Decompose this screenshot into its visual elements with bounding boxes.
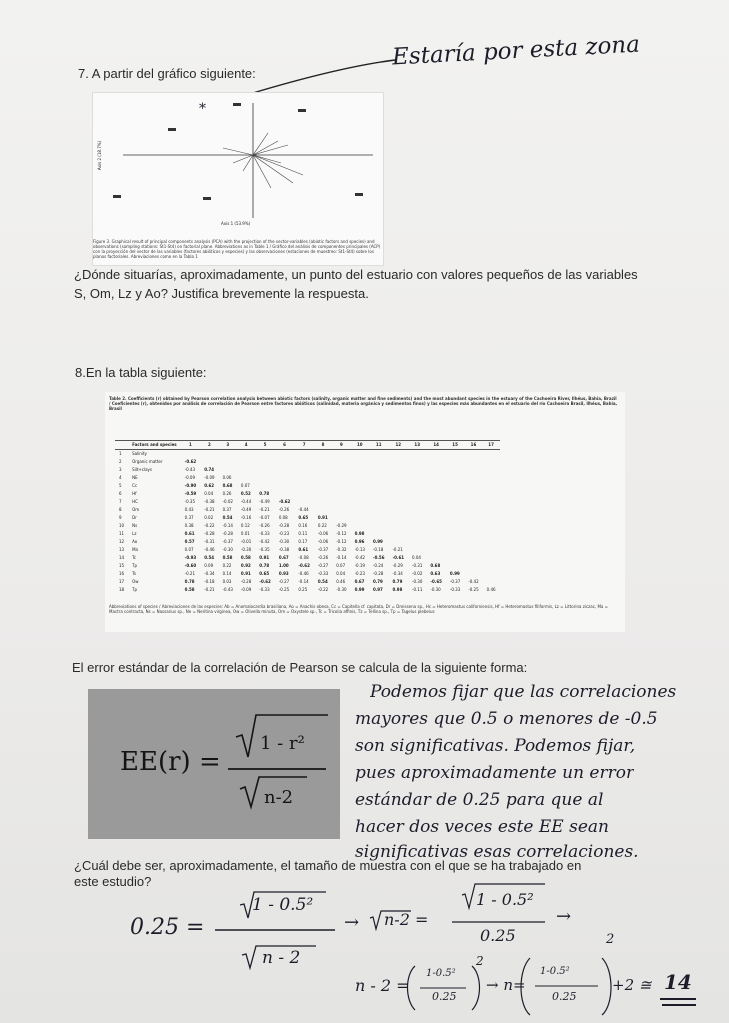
table-cell: 0.61: [184, 531, 195, 536]
table-cell: -0.42: [259, 539, 270, 544]
row-number: 5: [119, 483, 122, 488]
table-cell: 0.91: [317, 515, 328, 520]
table-cell: -0.44: [298, 507, 309, 512]
table-cell: -0.12: [336, 539, 347, 544]
row-number: 13: [119, 547, 125, 552]
row-label: Tp: [132, 563, 138, 568]
table-row: [115, 466, 500, 474]
handwritten-answer-line: Podemos fijar que las correlaciones: [370, 682, 677, 702]
table-cell: -0.62: [278, 499, 291, 504]
table-cell: 0.99: [354, 587, 365, 592]
table-cell: -0.21: [204, 507, 215, 512]
table-cell: 0.98: [392, 587, 403, 592]
table-cell: 0.17: [298, 539, 308, 544]
table-cell: -0.18: [204, 579, 215, 584]
row-number: 7: [119, 499, 122, 504]
table-header-cell: 8: [314, 441, 332, 450]
table-cell: -0.49: [259, 499, 270, 504]
table-cell: -0.25: [468, 587, 479, 592]
row-number: 15: [119, 563, 125, 568]
table-cell: 0.97: [372, 587, 383, 592]
row-label: Ns: [132, 523, 138, 528]
table-cell: -0.35: [184, 499, 196, 504]
table-cell: -0.30: [336, 587, 347, 592]
handwritten-answer-line: son significativas. Podemos fijar,: [355, 736, 636, 756]
row-label: Ma: [132, 547, 138, 552]
table-cell: -0.62: [298, 563, 310, 568]
table-cell: -0.26: [317, 555, 329, 560]
table-cell: 0.02: [204, 515, 214, 520]
formula-numerator: 1 - r²: [260, 733, 305, 754]
table-cell: -0.09: [204, 475, 215, 480]
work-line1-den: n - 2: [262, 948, 301, 968]
table-cell: -0.14: [336, 555, 347, 560]
table-cell: 0.57: [184, 539, 195, 544]
table-row: [115, 578, 500, 586]
pca-x-axis-label: Axis 1 (53.9%): [221, 221, 251, 226]
table-row: [115, 450, 500, 459]
table-cell: -0.14: [298, 579, 309, 584]
table-cell: -0.62: [184, 459, 197, 464]
table-cell: -0.42: [354, 555, 365, 560]
table-cell: -0.21: [204, 587, 215, 592]
table-cell: 0.54: [222, 515, 233, 520]
work-line2-lhs: n - 2 =: [355, 976, 410, 995]
table-row: [115, 490, 500, 498]
table-cell: -0.23: [354, 571, 365, 576]
table-cell: 0.14: [222, 571, 232, 576]
table-cell: -0.30: [222, 547, 233, 552]
work-line1-lhs: 0.25 =: [130, 915, 205, 940]
table-header-corner: [115, 441, 128, 450]
table-cell: -0.30: [240, 547, 252, 552]
table-cell: -0.37: [449, 579, 461, 584]
work-result: 14: [664, 970, 692, 994]
table-cell: -0.31: [412, 563, 423, 568]
table-cell: -0.06: [317, 539, 329, 544]
table-header-factors: Factors and species: [128, 441, 181, 450]
table-cell: 0.78: [259, 563, 270, 568]
work-line2-num: 1-0.5²: [426, 968, 456, 979]
pca-figure: [92, 92, 384, 266]
work-line2-den: 0.25: [432, 990, 457, 1003]
work-arrow-2: →: [556, 906, 572, 927]
row-label: Ow: [132, 579, 139, 584]
result-underline-1: [660, 998, 696, 1000]
table-cell: 0.04: [336, 571, 346, 576]
table-cell: 0.99: [449, 571, 460, 576]
table-cell: 0.43: [184, 507, 194, 512]
formula-denominator: n-2: [264, 787, 294, 808]
table-cell: 0.91: [259, 555, 270, 560]
row-number: 12: [119, 539, 125, 544]
table-cell: 1.00: [278, 563, 289, 568]
table-header-cell: 12: [388, 441, 408, 450]
table-cell: 0.37: [222, 507, 232, 512]
table-cell: 0.58: [240, 555, 251, 560]
table-cell: 0.61: [298, 547, 309, 552]
table-cell: -0.21: [392, 547, 403, 552]
handwritten-answer-line: significativas esas correlaciones.: [355, 842, 639, 862]
table-cell: -0.60: [184, 563, 197, 568]
row-label: Silt+clays: [132, 467, 152, 472]
correlation-table: [115, 440, 500, 594]
table-cell: 0.92: [240, 563, 251, 568]
table-cell: 0.99: [372, 539, 383, 544]
pca-y-axis-label: Axis 2 (18.7%): [97, 140, 103, 171]
table-cell: 0.52: [240, 491, 251, 496]
table-cell: -0.21: [259, 507, 270, 512]
table-cell: -0.33: [259, 587, 270, 592]
table-cell: -0.27: [317, 563, 329, 568]
table-cell: -0.31: [204, 539, 215, 544]
table-cell: 0.16: [298, 523, 308, 528]
table-cell: -0.29: [336, 523, 347, 528]
table-cell: -0.33: [449, 587, 461, 592]
table-cell: -0.28: [372, 571, 384, 576]
table-cell: 0.07: [184, 547, 194, 552]
row-label: Lz: [132, 531, 137, 536]
work-line1-num: 1 - 0.5²: [252, 895, 314, 915]
table-cell: -0.30: [412, 579, 423, 584]
table-cell: 0.93: [278, 571, 289, 576]
pca-figure-caption: Figure 3. Graphical result of principal components analysis (PCA) with the projection of the vector-variables (abiotic factors and species) and observations (sampling stations: St1-St4) on factorial plane. Abbreviations as in Table 1 / Gráfico del análisis de componentes principales (ACP) con la proyección del vector de las variables (factores abióticos y especies) y las observaciones (estaciones de muestreo: St1-St4) sobre los planos factoriales. Abreviaciones como en la Tabla 1: [93, 239, 381, 259]
table-header-cell: 10: [351, 441, 369, 450]
table-cell: -0.28: [222, 531, 233, 536]
table-cell: -0.38: [204, 499, 215, 504]
table-cell: 0.37: [184, 515, 194, 520]
table-cell: -0.26: [259, 523, 270, 528]
row-label: Om: [132, 507, 140, 512]
table-cell: -0.19: [354, 563, 365, 568]
table-cell: 0.09: [204, 563, 214, 568]
table-cell: -0.44: [240, 499, 252, 504]
table-cell: -0.37: [317, 547, 329, 552]
row-number: 10: [119, 523, 125, 528]
table-cell: -0.25: [278, 587, 290, 592]
table-cell: 0.74: [204, 467, 215, 472]
table-cell: 0.67: [278, 555, 289, 560]
table-cell: 0.11: [298, 531, 308, 536]
row-label: Ao: [132, 539, 138, 544]
table-row: [115, 522, 500, 530]
table-cell: 0.04: [204, 491, 214, 496]
work-line2-den2: 0.25: [552, 990, 577, 1003]
table-cell: -0.22: [204, 523, 215, 528]
table-header-cell: 6: [275, 441, 295, 450]
table-header-cell: 16: [464, 441, 482, 450]
table-cell: 0.25: [298, 587, 308, 592]
table-cell: 0.79: [372, 579, 383, 584]
table-cell: -0.27: [278, 579, 290, 584]
table-cell: -0.18: [372, 547, 384, 552]
handwritten-answer-line: estándar de 0.25 para que al: [355, 790, 604, 810]
table-header-cell: 13: [408, 441, 426, 450]
table-footnote: Abbreviations of species / Abreviaciones de las especies: Ab = Anomalocardia brasiliana, Ao = Anachis obesa, Cc = Capitella cf. capitata, Dr = Dreissena sp., Hc = Heteromastus californiensis, Hf = Heteromastus filiformis, Lz = Littorina ziczac, Ma = Mactra contracta, Ns = Nassarius sp., Ne = Neritina virginea, Ow = Olivella minuta, Om = Oxystele sp., Tc = Tricolia affinis, Tz = Tellina sp., Tp = Tagelus plebeius: [109, 604, 608, 614]
table-cell: -0.09: [240, 587, 252, 592]
svg-text:*: *: [199, 101, 206, 117]
table-cell: -0.21: [184, 571, 196, 576]
table-header-cell: 7: [294, 441, 314, 450]
table-cell: -0.09: [184, 475, 196, 480]
table-cell: 0.06: [222, 475, 232, 480]
row-label: Tp: [132, 587, 138, 592]
row-number: 14: [119, 555, 125, 560]
work-line2-exp2: 2: [606, 932, 615, 947]
work-line1-rhs-den: 0.25: [480, 926, 516, 945]
table-cell: 0.68: [222, 483, 233, 488]
table-row: [115, 498, 500, 506]
table-cell: -0.46: [298, 571, 309, 576]
row-number: 16: [119, 571, 125, 576]
table-cell: -0.01: [240, 539, 252, 544]
table-cell: -0.07: [259, 515, 270, 520]
table-cell: -0.49: [240, 507, 252, 512]
table-cell: -0.22: [317, 587, 329, 592]
table-cell: 0.62: [204, 483, 215, 488]
table-cell: -0.02: [222, 499, 233, 504]
table-row: [115, 482, 500, 490]
correlation-table-figure: [105, 392, 625, 632]
q7-question: ¿Dónde situarías, aproximadamente, un punto del estuario con valores pequeños de las variables S, Om, Lz y Ao? Justifica brevemente la respuesta.: [74, 267, 638, 301]
row-number: 8: [119, 507, 122, 512]
row-label: HC: [132, 499, 138, 504]
formula-image: [88, 689, 340, 839]
row-number: 4: [119, 475, 122, 480]
table-cell: 0.54: [317, 579, 328, 584]
table-cell: -0.93: [184, 555, 197, 560]
table-cell: 0.98: [354, 531, 365, 536]
table-cell: 0.67: [354, 579, 365, 584]
table-cell: -0.11: [412, 587, 423, 592]
table-cell: 0.26: [222, 491, 232, 496]
table-cell: 0.78: [184, 579, 195, 584]
formula-lhs: EE(r) =: [120, 747, 221, 777]
table-header-cell: 1: [181, 441, 201, 450]
table-cell: -0.26: [278, 507, 290, 512]
table-cell: -0.14: [222, 523, 233, 528]
table-header-cell: 4: [237, 441, 255, 450]
table-cell: -0.08: [298, 555, 309, 560]
table-header-cell: 15: [446, 441, 464, 450]
table-cell: -0.62: [259, 579, 271, 584]
q8-title: 8.En la tabla siguiente:: [75, 365, 207, 380]
table-cell: 0.38: [184, 523, 194, 528]
table-cell: 0.68: [430, 563, 441, 568]
table-row: [115, 562, 500, 570]
q7-title: 7. A partir del gráfico siguiente:: [78, 66, 256, 81]
table-cell: -0.56: [372, 555, 385, 560]
table-row: [115, 546, 500, 554]
row-number: 3: [119, 467, 122, 472]
table-cell: 0.54: [204, 555, 215, 560]
table-header-cell: 11: [369, 441, 389, 450]
table-header-cell: 2: [200, 441, 218, 450]
table-cell: -0.28: [240, 579, 252, 584]
q7-handwritten-annotation: Estaría por esta zona: [391, 31, 641, 71]
table-cell: -0.37: [222, 539, 233, 544]
row-label: Organic matter: [132, 459, 163, 464]
row-number: 1: [119, 451, 122, 456]
table-cell: 0.79: [392, 579, 403, 584]
table-cell: -0.90: [184, 483, 197, 488]
table-cell: 0.07: [336, 563, 346, 568]
row-number: 17: [119, 579, 125, 584]
row-number: 6: [119, 491, 122, 496]
table-cell: 0.65: [298, 515, 309, 520]
handwritten-answer-line: mayores que 0.5 o menores de -0.5: [355, 709, 658, 729]
table-row: [115, 514, 500, 522]
table-cell: -0.65: [430, 579, 442, 584]
handwritten-answer-line: pues aproximadamente un error: [355, 763, 635, 783]
result-underline-2: [662, 1004, 696, 1006]
table-cell: 0.58: [184, 587, 195, 592]
table-cell: 0.01: [240, 531, 250, 536]
table-cell: -0.42: [468, 579, 479, 584]
table-cell: -0.61: [392, 555, 405, 560]
table-cell: 0.96: [354, 539, 365, 544]
table-cell: -0.35: [259, 547, 270, 552]
table-cell: -0.30: [430, 587, 441, 592]
table-row: [115, 586, 500, 594]
table-cell: -0.02: [412, 571, 423, 576]
table-cell: -0.28: [278, 523, 290, 528]
table-cell: -0.43: [184, 467, 196, 472]
row-label: Cc: [132, 483, 138, 488]
table-cell: 0.22: [317, 523, 327, 528]
table-cell: -0.23: [278, 531, 290, 536]
work-line2-mid: → n=: [486, 976, 526, 994]
table-row: [115, 538, 500, 546]
table-cell: 0.46: [486, 587, 496, 592]
table-cell: 0.63: [430, 571, 441, 576]
table-cell: -0.46: [204, 547, 215, 552]
table-caption: Table 2. Coefficients (r) obtained by Pearson correlation analysis between abiotic factors (salinity, organic matter and fine sediments) and the most abundant species in the estuary of the Cachoeira River, Ilhéus, Bahia, Brazil / Coeficientes (r), obtenidos por análisis de correlación de Pearson entre factores abióticos (salinidad, materia orgánica y sedimentos finos) y las especies más abundantes en el estuario del río Cachoeira Brasil, Ilhéus, Bahia, Brasil: [109, 396, 618, 411]
work-line1-rhs-num: 1 - 0.5²: [476, 890, 534, 909]
q8-question: ¿Cuál debe ser, aproximadamente, el tamaño de muestra con el que se ha trabajado en este estudio?: [74, 858, 582, 889]
table-row: [115, 554, 500, 562]
table-cell: -0.13: [354, 547, 365, 552]
table-cell: -0.06: [317, 531, 329, 536]
table-cell: -0.24: [372, 563, 384, 568]
table-row: [115, 570, 500, 578]
pca-chart: [93, 93, 383, 233]
row-number: 9: [119, 515, 122, 520]
table-cell: -0.16: [240, 515, 252, 520]
table-cell: 0.07: [240, 483, 250, 488]
row-number: 18: [119, 587, 125, 592]
table-row: [115, 458, 500, 466]
table-row: [115, 506, 500, 514]
row-label: Tc: [132, 555, 137, 560]
row-label: Hf: [132, 491, 137, 496]
table-header-cell: 9: [332, 441, 350, 450]
table-cell: -0.28: [204, 531, 215, 536]
table-row: [115, 530, 500, 538]
work-arrow-1: →: [344, 912, 360, 933]
table-cell: -0.29: [392, 563, 403, 568]
table-cell: -0.33: [317, 571, 329, 576]
table-cell: -0.12: [336, 531, 347, 536]
table-cell: 0.12: [240, 523, 250, 528]
row-label: Ts: [132, 571, 136, 576]
row-label: Dr: [132, 515, 137, 520]
table-cell: 0.04: [412, 555, 421, 560]
work-line2-exp: 2: [476, 954, 484, 968]
table-cell: 0.91: [240, 571, 251, 576]
formula-intro: El error estándar de la correlación de Pearson se calcula de la siguiente forma:: [72, 660, 528, 675]
work-line2-tail: +2 ≅: [612, 976, 652, 994]
table-cell: 0.78: [259, 491, 270, 496]
row-number: 11: [119, 531, 125, 536]
work-line2-num2: 1-0.5²: [540, 966, 570, 977]
table-cell: -0.38: [278, 547, 290, 552]
table-header-cell: 5: [255, 441, 275, 450]
handwritten-answer-line: hacer dos veces este EE sean: [355, 817, 609, 837]
table-header-cell: 14: [426, 441, 446, 450]
table-row: [115, 474, 500, 482]
table-cell: -0.33: [259, 531, 270, 536]
work-line1-rhs-lhs: n-2 =: [384, 910, 429, 929]
table-cell: -0.59: [184, 491, 197, 496]
table-header-cell: 17: [483, 441, 500, 450]
table-cell: 0.65: [259, 571, 270, 576]
row-label: Salinity: [132, 451, 147, 456]
table-cell: 0.58: [222, 555, 233, 560]
table-cell: 0.08: [278, 515, 288, 520]
table-cell: -0.30: [278, 539, 290, 544]
table-cell: -0.43: [222, 587, 233, 592]
table-cell: 0.03: [222, 579, 232, 584]
table-cell: -0.34: [204, 571, 215, 576]
table-cell: -0.34: [392, 571, 403, 576]
row-label: NE: [132, 475, 138, 480]
table-cell: -0.32: [336, 547, 347, 552]
row-number: 2: [119, 459, 122, 464]
table-cell: 0.22: [222, 563, 232, 568]
table-header-cell: 3: [219, 441, 237, 450]
table-cell: 0.46: [336, 579, 346, 584]
